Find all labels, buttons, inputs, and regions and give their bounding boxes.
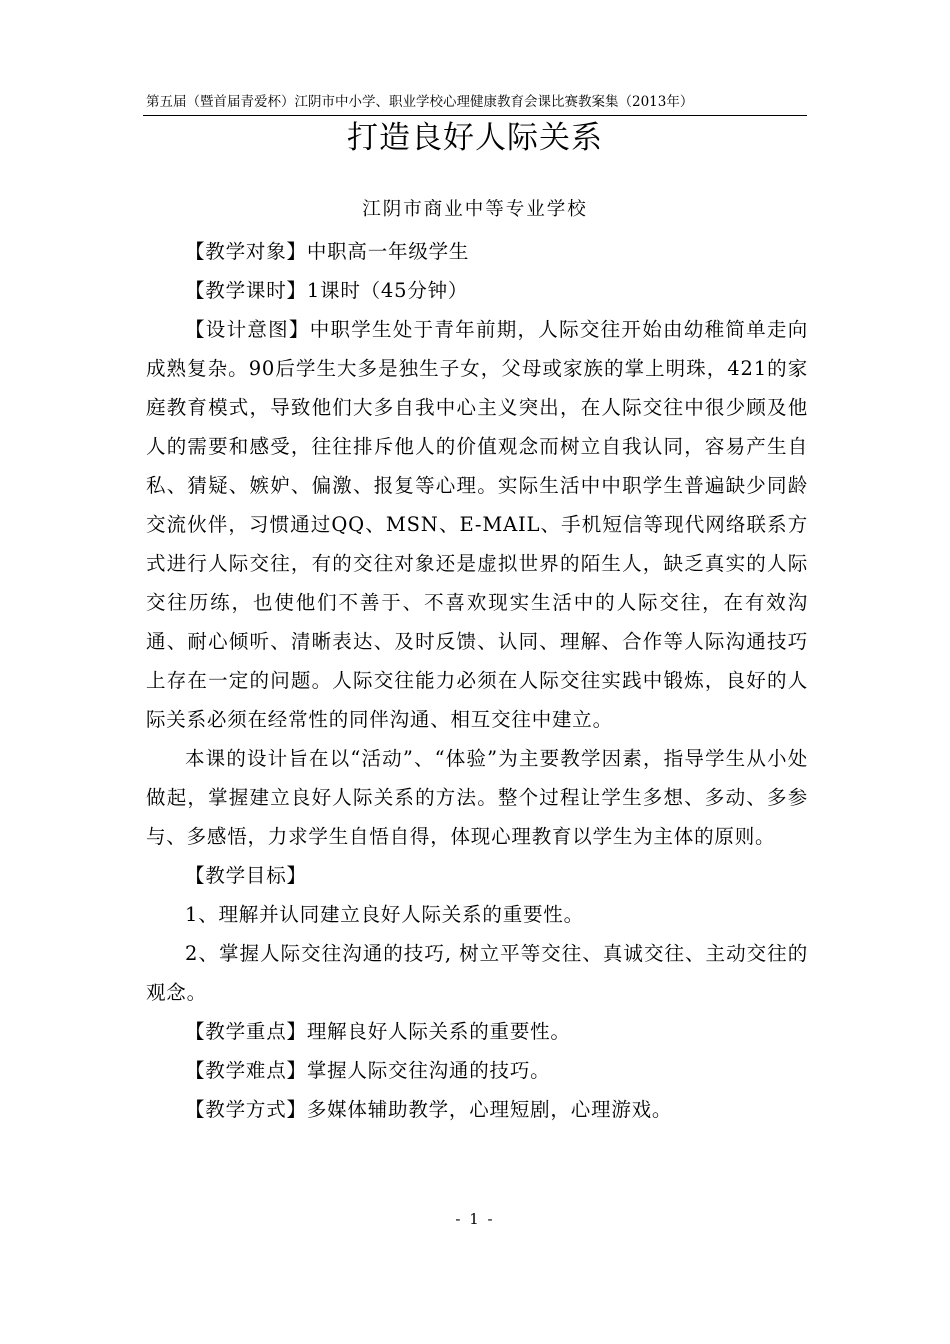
teaching-method-line (146, 1090, 808, 1129)
document-body (146, 232, 808, 1129)
teaching-difficulty-label: 【教学难点】 (185, 1059, 307, 1082)
teaching-object-value: 中职高一年级学生 (306, 240, 470, 263)
teaching-hours-line (146, 271, 808, 310)
goal-item-1: 1、理解并认同建立良好人际关系的重要性。 (185, 903, 584, 926)
document-title: 打造良好人际关系 (347, 120, 603, 156)
teaching-difficulty-line (146, 1051, 808, 1090)
design-intent-label: 【设计意图】 (185, 318, 310, 341)
design-intent-text: 中职学生处于青年前期，人际交往开始由幼稚简单走向成熟复杂。90后学生大多是独生子女，父母或家族的掌上明珠，421的家庭教育模式，导致他们大多自我中心主义突出，在人际交往中很少顾及他人的需要和感受，往往排斥他人的价值观念而树立自我认同，容易产生自私、猜疑、嫉妒、偏激、报复等心理。实际生活中中职学生普遍缺少同龄交流伙伴，习惯通过QQ、MSN、E-MAIL、手机短信等现代网络联系方式进行人际交往，有的交往对象还是虚拟世界的陌生人，缺乏真实的人际交往历练，也使他们不善于、不喜欢现实生活中的人际交往，在有效沟通、耐心倾听、清晰表达、及时反馈、认同、理解、合作等人际沟通技巧上存在一定的问题。人际交往能力必须在人际交往实践中锻炼，良好的人际关系必须在经常性的同伴沟通、相互交往中建立。 (146, 318, 808, 731)
design-paragraph-2: 本课的设计旨在以“活动”、“体验”为主要教学因素，指导学生从小处做起，掌握建立良好人际关系的方法。整个过程让学生多想、多动、多参与、多感悟，力求学生自悟自得，体现心理教育以学生为主体的原则。 (146, 747, 808, 848)
teaching-key-label: 【教学重点】 (185, 1020, 307, 1043)
goal-item-2: 2、掌握人际交往沟通的技巧, 树立平等交往、真诚交往、主动交往的观念。 (146, 942, 808, 1004)
teaching-difficulty-value: 掌握人际交往沟通的技巧。 (306, 1059, 551, 1082)
header-rule (143, 115, 807, 116)
teaching-object-label: 【教学对象】 (185, 240, 307, 263)
teaching-key-value: 理解良好人际关系的重要性。 (306, 1020, 571, 1043)
teaching-key-line (146, 1012, 808, 1051)
teaching-object-line (146, 232, 808, 271)
teaching-goals-heading: 【教学目标】 (185, 864, 307, 887)
running-header: 第五届（暨首届青爱杯）江阴市中小学、职业学校心理健康教育会课比赛教案集（2013年） (146, 94, 694, 110)
design-intent-paragraph (146, 310, 808, 739)
school-name: 江阴市商业中等专业学校 (362, 199, 588, 220)
teaching-method-value: 多媒体辅助教学，心理短剧，心理游戏。 (306, 1098, 673, 1121)
teaching-method-label: 【教学方式】 (185, 1098, 307, 1121)
page-number: - 1 - (455, 1210, 495, 1228)
teaching-hours-value: 1课时（45分钟） (306, 279, 469, 302)
teaching-hours-label: 【教学课时】 (185, 279, 307, 302)
